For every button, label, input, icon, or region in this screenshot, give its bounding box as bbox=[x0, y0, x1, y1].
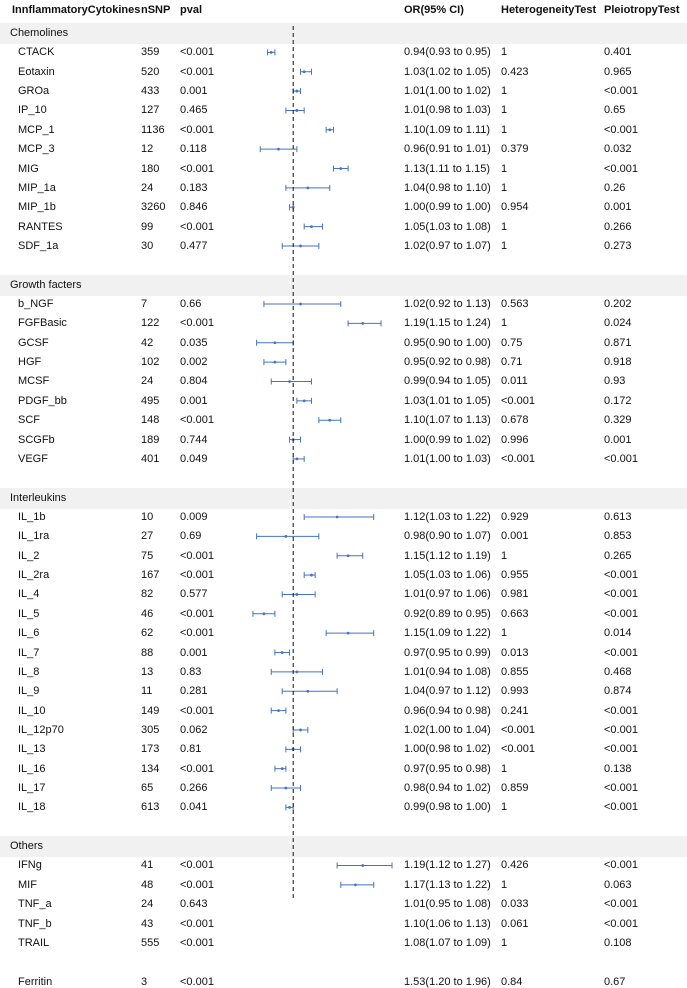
row-name: IL_1ra bbox=[18, 530, 50, 543]
row-heterogeneity: 1 bbox=[501, 162, 508, 175]
row-heterogeneity: <0.001 bbox=[501, 743, 535, 756]
row-pleiotropy: 0.613 bbox=[604, 511, 632, 523]
row-or-ci: 1.01(0.95 to 1.08) bbox=[404, 898, 491, 911]
row-nsnp: 359 bbox=[141, 46, 160, 59]
row-pval: 0.69 bbox=[180, 530, 202, 543]
or-point bbox=[347, 554, 350, 557]
row-or-ci: 0.92(0.89 to 0.95) bbox=[404, 607, 491, 620]
row-name: HGF bbox=[18, 356, 42, 369]
row-or-ci: 1.10(1.07 to 1.13) bbox=[404, 414, 491, 427]
row-name: SCF bbox=[18, 414, 40, 427]
row-nsnp: 433 bbox=[141, 85, 160, 98]
row-pleiotropy: 0.001 bbox=[604, 201, 632, 214]
row-name: IL_5 bbox=[18, 607, 40, 620]
row-name: IL_10 bbox=[18, 704, 46, 717]
row-pval: <0.001 bbox=[180, 414, 214, 427]
row-heterogeneity: 0.678 bbox=[501, 414, 529, 427]
row-pval: 0.118 bbox=[180, 143, 207, 156]
row-name: TRAIL bbox=[18, 936, 50, 949]
row-pleiotropy: 0.108 bbox=[604, 936, 632, 949]
row-name: MCP_3 bbox=[18, 143, 55, 156]
row-pval: 0.009 bbox=[180, 511, 208, 523]
row-or-ci: 0.99(0.94 to 1.05) bbox=[404, 375, 491, 388]
row-heterogeneity: 0.563 bbox=[501, 298, 529, 311]
row-heterogeneity: 0.75 bbox=[501, 336, 523, 349]
row-pleiotropy: 0.67 bbox=[604, 975, 626, 988]
row-pval: <0.001 bbox=[180, 65, 214, 78]
row-pleiotropy: 0.138 bbox=[604, 762, 632, 775]
or-point bbox=[336, 516, 339, 519]
row-pleiotropy: 0.874 bbox=[604, 685, 632, 698]
row-name: MIP_1b bbox=[18, 201, 56, 214]
row-name: MCSF bbox=[18, 375, 50, 388]
row-pval: <0.001 bbox=[180, 123, 214, 136]
row-heterogeneity: 0.001 bbox=[501, 530, 529, 543]
or-point bbox=[284, 787, 287, 790]
row-pval: 0.465 bbox=[180, 104, 208, 117]
row-nsnp: 46 bbox=[141, 607, 154, 620]
row-heterogeneity: 0.663 bbox=[501, 607, 529, 620]
row-pleiotropy: <0.001 bbox=[604, 588, 638, 601]
row-or-ci: 1.19(1.12 to 1.27) bbox=[404, 859, 491, 872]
row-pleiotropy: 0.93 bbox=[604, 375, 626, 388]
row-pleiotropy: <0.001 bbox=[604, 801, 638, 814]
row-heterogeneity: 0.859 bbox=[501, 782, 529, 795]
row-name: MIG bbox=[18, 162, 39, 175]
row-name: Eotaxin bbox=[18, 65, 55, 78]
row-pval: 0.81 bbox=[180, 743, 202, 756]
row-pleiotropy: 0.871 bbox=[604, 336, 632, 349]
row-pval: 0.577 bbox=[180, 588, 208, 601]
row-or-ci: 1.03(1.02 to 1.05) bbox=[404, 65, 491, 78]
row-heterogeneity: 0.426 bbox=[501, 859, 529, 872]
row-pval: <0.001 bbox=[180, 975, 214, 988]
row-pleiotropy: 0.172 bbox=[604, 394, 632, 407]
row-or-ci: 1.02(0.97 to 1.07) bbox=[404, 239, 491, 252]
row-nsnp: 122 bbox=[141, 317, 160, 330]
row-or-ci: 1.17(1.13 to 1.22) bbox=[404, 878, 491, 891]
or-point bbox=[347, 632, 350, 635]
row-pleiotropy: <0.001 bbox=[604, 782, 638, 795]
row-pval: 0.002 bbox=[180, 356, 208, 369]
row-pval: <0.001 bbox=[180, 704, 214, 717]
or-point bbox=[281, 651, 284, 654]
row-pleiotropy: <0.001 bbox=[604, 704, 638, 717]
row-nsnp: 180 bbox=[141, 162, 160, 175]
row-pleiotropy: <0.001 bbox=[604, 646, 638, 659]
row-pval: 0.643 bbox=[180, 898, 208, 911]
row-name: SDF_1a bbox=[18, 239, 59, 252]
or-point bbox=[295, 109, 298, 112]
row-or-ci: 1.01(0.98 to 1.03) bbox=[404, 104, 491, 117]
row-heterogeneity: <0.001 bbox=[501, 723, 535, 736]
row-name: IP_10 bbox=[18, 104, 47, 117]
row-name: IL_18 bbox=[18, 801, 46, 814]
or-point bbox=[277, 148, 280, 151]
row-nsnp: 3 bbox=[141, 975, 148, 988]
row-pval: 0.477 bbox=[180, 239, 208, 252]
row-heterogeneity: 0.061 bbox=[501, 917, 529, 930]
or-point bbox=[270, 51, 273, 54]
row-nsnp: 7 bbox=[141, 298, 148, 311]
row-heterogeneity: 0.929 bbox=[501, 511, 529, 523]
row-name: GROa bbox=[18, 85, 50, 98]
row-nsnp: 173 bbox=[141, 743, 160, 756]
row-pval: 0.001 bbox=[180, 394, 208, 407]
row-pleiotropy: <0.001 bbox=[604, 898, 638, 911]
row-name: IL_2ra bbox=[18, 569, 50, 582]
row-nsnp: 27 bbox=[141, 530, 154, 543]
row-pval: 0.001 bbox=[180, 646, 208, 659]
row-name: IL_8 bbox=[18, 665, 40, 678]
header-pval: pval bbox=[180, 4, 203, 16]
row-name: IL_17 bbox=[18, 782, 46, 795]
or-point bbox=[295, 593, 298, 596]
row-or-ci: 1.02(1.00 to 1.04) bbox=[404, 723, 491, 736]
row-pleiotropy: 0.26 bbox=[604, 181, 626, 194]
row-name: CTACK bbox=[18, 46, 55, 59]
row-or-ci: 0.95(0.90 to 1.00) bbox=[404, 336, 491, 349]
or-point bbox=[295, 458, 298, 461]
row-heterogeneity: 0.013 bbox=[501, 646, 529, 659]
or-point bbox=[263, 612, 266, 615]
row-name: IFNg bbox=[18, 859, 42, 872]
row-heterogeneity: 0.855 bbox=[501, 665, 529, 678]
row-pval: <0.001 bbox=[180, 220, 214, 233]
or-point bbox=[339, 167, 342, 170]
row-nsnp: 3260 bbox=[141, 201, 166, 214]
row-nsnp: 167 bbox=[141, 569, 160, 582]
row-pleiotropy: <0.001 bbox=[604, 917, 638, 930]
row-pval: 0.035 bbox=[180, 336, 208, 349]
row-heterogeneity: <0.001 bbox=[501, 452, 535, 465]
row-heterogeneity: 1 bbox=[501, 239, 508, 252]
row-nsnp: 1136 bbox=[141, 123, 165, 136]
row-heterogeneity: 1 bbox=[501, 123, 508, 136]
row-or-ci: 1.04(0.97 to 1.12) bbox=[404, 685, 491, 698]
row-heterogeneity: 0.954 bbox=[501, 201, 529, 214]
row-or-ci: 1.53(1.20 to 1.96) bbox=[404, 975, 491, 988]
row-or-ci: 1.13(1.11 to 1.15) bbox=[404, 162, 491, 175]
row-pleiotropy: <0.001 bbox=[604, 723, 638, 736]
row-nsnp: 65 bbox=[141, 782, 154, 795]
header-name: InnflammatoryCytokines bbox=[12, 4, 141, 16]
row-name: IL_9 bbox=[18, 685, 40, 698]
row-or-ci: 1.03(1.01 to 1.05) bbox=[404, 394, 491, 407]
or-point bbox=[303, 70, 306, 73]
row-nsnp: 88 bbox=[141, 646, 154, 659]
row-nsnp: 24 bbox=[141, 375, 154, 388]
row-pval: <0.001 bbox=[180, 162, 214, 175]
row-or-ci: 0.96(0.91 to 1.01) bbox=[404, 143, 491, 156]
row-heterogeneity: 1 bbox=[501, 46, 508, 59]
or-point bbox=[328, 419, 331, 422]
row-name: MCP_1 bbox=[18, 123, 55, 136]
row-heterogeneity: 0.011 bbox=[501, 375, 528, 388]
or-point bbox=[288, 806, 291, 809]
row-or-ci: 1.02(0.92 to 1.13) bbox=[404, 298, 491, 311]
row-nsnp: 24 bbox=[141, 898, 154, 911]
or-point bbox=[299, 245, 302, 248]
row-name: IL_1b bbox=[18, 511, 46, 523]
row-pval: 0.001 bbox=[180, 85, 208, 98]
row-name: FGFBasic bbox=[18, 317, 67, 330]
row-or-ci: 1.00(0.99 to 1.00) bbox=[404, 201, 491, 214]
row-nsnp: 10 bbox=[141, 511, 154, 523]
row-heterogeneity: 0.033 bbox=[501, 898, 529, 911]
row-nsnp: 82 bbox=[141, 588, 154, 601]
or-point bbox=[310, 225, 313, 228]
row-pleiotropy: 0.401 bbox=[604, 46, 632, 59]
or-point bbox=[299, 729, 302, 732]
row-or-ci: 0.98(0.90 to 1.07) bbox=[404, 530, 491, 543]
row-nsnp: 520 bbox=[141, 65, 160, 78]
row-pleiotropy: 0.273 bbox=[604, 239, 632, 252]
row-name: MIP_1a bbox=[18, 181, 56, 194]
or-point bbox=[274, 361, 277, 364]
row-nsnp: 12 bbox=[141, 143, 154, 156]
row-heterogeneity: 0.955 bbox=[501, 569, 529, 582]
row-pleiotropy: 0.918 bbox=[604, 356, 632, 369]
row-nsnp: 555 bbox=[141, 936, 160, 949]
row-or-ci: 1.01(0.97 to 1.06) bbox=[404, 588, 491, 601]
header-heterogeneity: HeterogeneityTest bbox=[501, 4, 597, 16]
or-point bbox=[274, 341, 277, 344]
row-name: GCSF bbox=[18, 336, 49, 349]
row-pval: 0.049 bbox=[180, 452, 208, 465]
row-or-ci: 1.10(1.06 to 1.13) bbox=[404, 917, 491, 930]
row-or-ci: 1.00(0.98 to 1.02) bbox=[404, 743, 491, 756]
row-pval: <0.001 bbox=[180, 607, 214, 620]
row-pval: <0.001 bbox=[180, 859, 214, 872]
row-or-ci: 0.97(0.95 to 0.98) bbox=[404, 762, 491, 775]
row-nsnp: 613 bbox=[141, 801, 160, 814]
row-name: MIF bbox=[18, 878, 37, 891]
row-pleiotropy: 0.65 bbox=[604, 104, 626, 117]
row-or-ci: 1.15(1.09 to 1.22) bbox=[404, 627, 491, 640]
group-label: Chemolines bbox=[10, 27, 69, 39]
row-pleiotropy: <0.001 bbox=[604, 859, 638, 872]
row-pleiotropy: <0.001 bbox=[604, 743, 638, 756]
or-point bbox=[299, 303, 302, 306]
row-nsnp: 43 bbox=[141, 917, 154, 930]
or-point bbox=[295, 670, 298, 673]
row-pleiotropy: 0.468 bbox=[604, 665, 632, 678]
row-nsnp: 127 bbox=[141, 104, 160, 117]
row-pval: <0.001 bbox=[180, 46, 214, 59]
row-pleiotropy: 0.265 bbox=[604, 549, 632, 562]
row-heterogeneity: 0.71 bbox=[501, 356, 523, 369]
row-or-ci: 1.04(0.98 to 1.10) bbox=[404, 181, 491, 194]
row-nsnp: 48 bbox=[141, 878, 154, 891]
row-nsnp: 134 bbox=[141, 762, 160, 775]
or-point bbox=[361, 322, 364, 325]
row-or-ci: 0.99(0.98 to 1.00) bbox=[404, 801, 491, 814]
row-heterogeneity: 0.241 bbox=[501, 704, 529, 717]
row-nsnp: 102 bbox=[141, 356, 160, 369]
row-pval: 0.266 bbox=[180, 782, 208, 795]
row-pval: 0.83 bbox=[180, 665, 202, 678]
or-point bbox=[306, 690, 309, 693]
row-nsnp: 62 bbox=[141, 627, 154, 640]
row-nsnp: 495 bbox=[141, 394, 160, 407]
row-nsnp: 305 bbox=[141, 723, 160, 736]
group-label: Growth facters bbox=[10, 278, 82, 291]
row-name: IL_13 bbox=[18, 743, 46, 756]
row-pval: 0.062 bbox=[180, 723, 208, 736]
row-or-ci: 1.12(1.03 to 1.22) bbox=[404, 511, 491, 523]
or-point bbox=[295, 90, 298, 93]
row-pleiotropy: 0.024 bbox=[604, 317, 632, 330]
or-point bbox=[354, 883, 357, 886]
row-pleiotropy: <0.001 bbox=[604, 607, 638, 620]
row-pleiotropy: 0.853 bbox=[604, 530, 632, 543]
or-point bbox=[281, 767, 284, 770]
group-label: Others bbox=[10, 840, 44, 853]
row-heterogeneity: 1 bbox=[501, 549, 508, 562]
row-pleiotropy: <0.001 bbox=[604, 85, 638, 98]
row-name: PDGF_bb bbox=[18, 394, 67, 407]
row-name: TNF_a bbox=[18, 898, 52, 911]
row-pval: 0.183 bbox=[180, 181, 208, 194]
row-pleiotropy: 0.032 bbox=[604, 143, 632, 156]
row-name: IL_16 bbox=[18, 762, 46, 775]
row-pval: <0.001 bbox=[180, 569, 214, 582]
row-pleiotropy: <0.001 bbox=[604, 452, 638, 465]
header-nsnp: nSNP bbox=[141, 4, 171, 16]
row-pleiotropy: 0.965 bbox=[604, 65, 632, 78]
or-point bbox=[328, 128, 331, 131]
row-pleiotropy: 0.063 bbox=[604, 878, 632, 891]
row-heterogeneity: 0.84 bbox=[501, 975, 523, 988]
row-or-ci: 0.98(0.94 to 1.02) bbox=[404, 782, 491, 795]
group-label: Interleukins bbox=[10, 491, 67, 504]
or-point bbox=[361, 864, 364, 867]
row-nsnp: 13 bbox=[141, 665, 154, 678]
row-or-ci: 1.10(1.09 to 1.11) bbox=[404, 123, 491, 136]
row-nsnp: 148 bbox=[141, 414, 160, 427]
row-or-ci: 1.01(0.94 to 1.08) bbox=[404, 665, 491, 678]
row-pval: 0.66 bbox=[180, 298, 202, 311]
row-pleiotropy: <0.001 bbox=[604, 162, 638, 175]
row-heterogeneity: 1 bbox=[501, 104, 508, 117]
row-heterogeneity: 1 bbox=[501, 627, 508, 640]
row-heterogeneity: 1 bbox=[501, 220, 508, 233]
row-name: b_NGF bbox=[18, 298, 54, 311]
row-or-ci: 1.01(1.00 to 1.03) bbox=[404, 452, 491, 465]
row-or-ci: 1.19(1.15 to 1.24) bbox=[404, 317, 491, 330]
row-pleiotropy: 0.329 bbox=[604, 414, 632, 427]
row-nsnp: 41 bbox=[141, 859, 154, 872]
row-name: RANTES bbox=[18, 220, 63, 233]
or-point bbox=[277, 709, 280, 712]
row-heterogeneity: 1 bbox=[501, 801, 508, 814]
row-name: IL_6 bbox=[18, 627, 40, 640]
row-or-ci: 0.97(0.95 to 0.99) bbox=[404, 646, 491, 659]
row-heterogeneity: 0.423 bbox=[501, 65, 529, 78]
row-or-ci: 1.01(1.00 to 1.02) bbox=[404, 85, 491, 98]
row-name: IL_4 bbox=[18, 588, 40, 601]
row-pleiotropy: <0.001 bbox=[604, 569, 638, 582]
or-point bbox=[284, 535, 287, 538]
row-or-ci: 1.15(1.12 to 1.19) bbox=[404, 549, 491, 562]
row-heterogeneity: 1 bbox=[501, 85, 508, 98]
row-pleiotropy: 0.001 bbox=[604, 433, 632, 446]
or-point bbox=[288, 380, 291, 383]
or-point bbox=[306, 186, 309, 189]
row-pleiotropy: <0.001 bbox=[604, 123, 638, 136]
row-heterogeneity: 1 bbox=[501, 181, 508, 194]
header-pleiotropy: PleiotropyTest bbox=[604, 4, 680, 16]
row-or-ci: 1.08(1.07 to 1.09) bbox=[404, 936, 491, 949]
row-nsnp: 189 bbox=[141, 433, 160, 446]
or-point bbox=[310, 574, 313, 577]
row-name: IL_2 bbox=[18, 549, 40, 562]
row-heterogeneity: 0.993 bbox=[501, 685, 529, 698]
row-or-ci: 0.96(0.94 to 0.98) bbox=[404, 704, 491, 717]
row-pleiotropy: 0.202 bbox=[604, 298, 632, 311]
row-name: IL_7 bbox=[18, 646, 40, 659]
row-heterogeneity: 1 bbox=[501, 878, 508, 891]
row-or-ci: 0.95(0.92 to 0.98) bbox=[404, 356, 491, 369]
header-or: OR(95% CI) bbox=[404, 4, 464, 16]
row-heterogeneity: 1 bbox=[501, 317, 508, 330]
row-heterogeneity: <0.001 bbox=[501, 394, 535, 407]
row-pval: 0.804 bbox=[180, 375, 208, 388]
row-pval: <0.001 bbox=[180, 917, 214, 930]
row-pleiotropy: 0.266 bbox=[604, 220, 632, 233]
row-name: TNF_b bbox=[18, 917, 52, 930]
row-nsnp: 149 bbox=[141, 704, 160, 717]
row-nsnp: 11 bbox=[141, 685, 153, 698]
row-or-ci: 1.00(0.99 to 1.02) bbox=[404, 433, 491, 446]
row-heterogeneity: 1 bbox=[501, 762, 508, 775]
row-or-ci: 1.05(1.03 to 1.08) bbox=[404, 220, 491, 233]
row-nsnp: 75 bbox=[141, 549, 154, 562]
row-pval: <0.001 bbox=[180, 762, 214, 775]
row-pval: <0.001 bbox=[180, 878, 214, 891]
row-nsnp: 99 bbox=[141, 220, 154, 233]
row-heterogeneity: 0.379 bbox=[501, 143, 529, 156]
row-pleiotropy: 0.014 bbox=[604, 627, 632, 640]
or-point bbox=[303, 399, 306, 402]
row-nsnp: 24 bbox=[141, 181, 154, 194]
row-name: IL_12p70 bbox=[18, 723, 64, 736]
row-pval: 0.744 bbox=[180, 433, 208, 446]
row-pval: <0.001 bbox=[180, 936, 214, 949]
row-nsnp: 401 bbox=[141, 452, 160, 465]
row-pval: <0.001 bbox=[180, 317, 214, 330]
row-name: SCGFb bbox=[18, 433, 55, 446]
row-or-ci: 1.05(1.03 to 1.06) bbox=[404, 569, 491, 582]
row-heterogeneity: 0.981 bbox=[501, 588, 529, 601]
row-pval: <0.001 bbox=[180, 627, 214, 640]
row-pval: 0.846 bbox=[180, 201, 208, 214]
row-name: Ferritin bbox=[18, 975, 53, 988]
row-heterogeneity: 1 bbox=[501, 936, 508, 949]
row-pval: 0.281 bbox=[180, 685, 208, 698]
row-heterogeneity: 0.996 bbox=[501, 433, 529, 446]
row-or-ci: 0.94(0.93 to 0.95) bbox=[404, 46, 491, 59]
row-nsnp: 42 bbox=[141, 336, 154, 349]
row-nsnp: 30 bbox=[141, 239, 154, 252]
row-pval: <0.001 bbox=[180, 549, 214, 562]
row-pval: 0.041 bbox=[180, 801, 208, 814]
row-name: VEGF bbox=[18, 452, 48, 465]
